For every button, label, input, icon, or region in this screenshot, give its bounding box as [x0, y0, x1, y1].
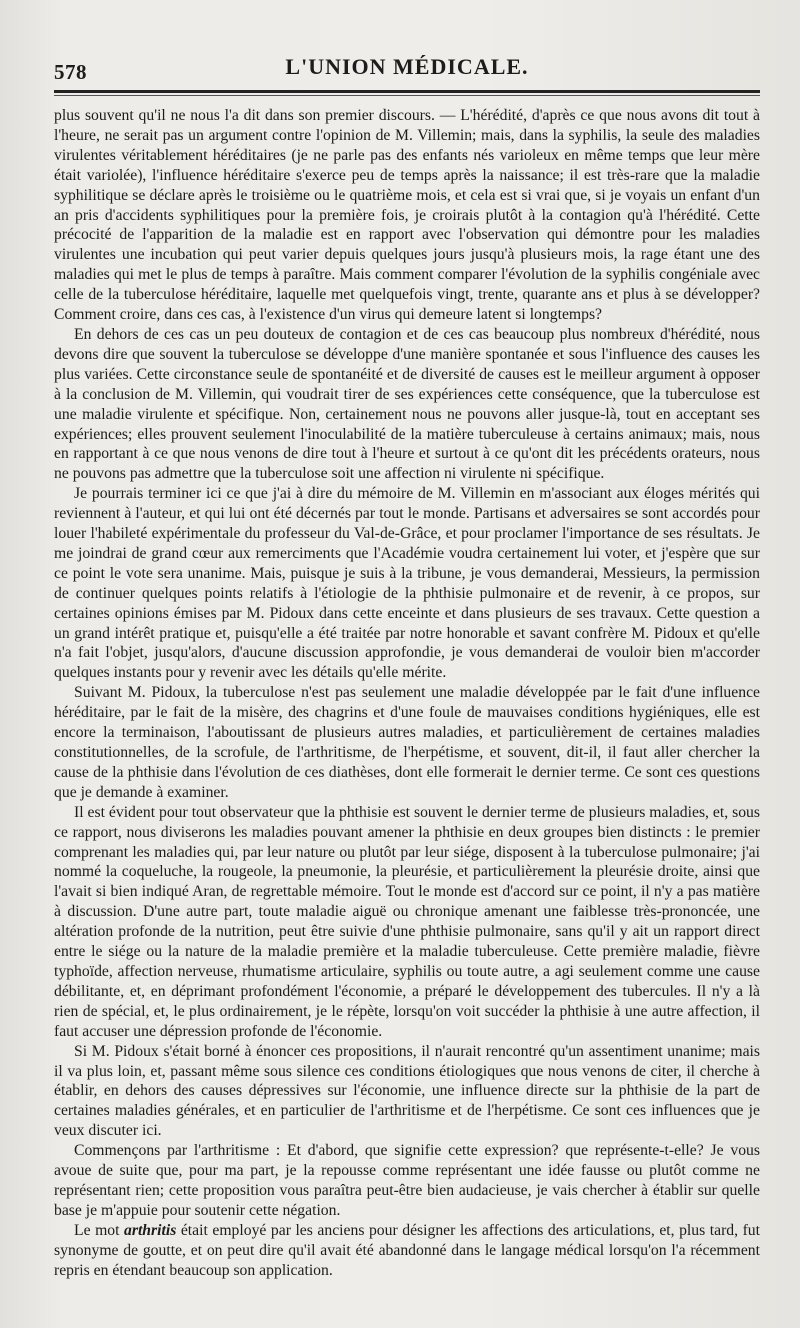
paragraph: En dehors de ces cas un peu douteux de contagion et de ces cas beaucoup plus nombreux d'hérédité, nous devons dire que souvent la tuberculose se développe d'une manière spontanée et sous l'influence des causes les plus variées. Cette circonstance seule de spontanéité et de diversité de causes est le meilleur argument à opposer à la conclusion de M. Villemin, qui voudrait tirer de ses expériences cette conséquence, que la tuberculose est une maladie virulente et spécifique. Non, certainement nous ne pouvons aller jusque-là, tout en acceptant ses expériences; elles prouvent seulement l'inoculabilité de la matière tuberculeuse à certains animaux; mais, nous en rapportant à ce que nous venons de dire tout à l'heure et surtout à ce qu'ont dit les précédents orateurs, nous ne pouvons pas admettre que la tuberculose soit une affection ni virulente ni spécifique.	[54, 325, 760, 483]
page-number: 578	[54, 60, 87, 84]
header-rule	[54, 90, 760, 96]
page-header	[54, 48, 760, 82]
paragraph: Commençons par l'arthritisme : Et d'abord, que signifie cette expression? que représente-t-elle? Je vous avoue de suite que, pour ma part, je la repousse comme représentant une idée fausse ou plutôt comme ne représentant rien; cette proposition vous paraîtra peut-être bien audacieuse, je vais chercher à établir sur quelle base je m'appuie pour soutenir cette négation.	[54, 1142, 760, 1219]
running-title: L'UNION MÉDICALE.	[285, 54, 529, 79]
paragraph: Suivant M. Pidoux, la tuberculose n'est pas seulement une maladie développée par le fait d'une influence héréditaire, par le fait de la misère, des chagrins et d'une foule de mauvaises conditions hygiéniques, elle est encore la terminaison, l'aboutissant de plusieurs autres maladies, et particulièrement de certaines maladies constitutionnelles, de la scrofule, de l'arthritisme, de l'herpétisme, et souvent, dit-il, il faut aller chercher la cause de la phthisie dans l'évolution de ces diathèses, dont elle formerait le dernier terme. Ce sont ces questions que je demande à examiner.	[54, 684, 760, 801]
paragraph-last	[54, 1221, 760, 1281]
paragraph: Il est évident pour tout observateur que la phthisie est souvent le dernier terme de plusieurs maladies, et, sous ce rapport, nous diviserons les maladies pouvant amener la phthisie en deux groupes bien distincts : le premier comprenant les maladies qui, par leur nature ou plutôt par leur siége, disposent à la tuberculose pulmonaire; j'ai nommé la coqueluche, la rougeole, la pneumonie, la pleurésie, et particulièrement la pleurésie droite, ainsi que l'avait si bien indiqué Aran, de regrettable mémoire. Tout le monde est d'accord sur ce point, il n'y a pas matière à discussion. D'une autre part, toute maladie aiguë ou chronique amenant une faiblesse très-prononcée, une altération profonde de la nutrition, peut être suivie d'une phthisie pulmonaire, sans qu'il y ait un rapport direct entre le siége ou la nature de la maladie première et la maladie tuberculeuse. Cette première maladie, fièvre typhoïde, affection nerveuse, rhumatisme articulaire, syphilis ou toute autre, a agi seulement comme une cause débilitante, et, en déprimant profondément l'économie, a préparé le développement des tubercules. Il n'y a là rien de spécial, et, le plus ordinairement, je le répète, lorsqu'on voit succéder la phthisie à une autre affection, il faut accuser une dépression profonde de l'économie.	[54, 803, 760, 1040]
paragraph: Je pourrais terminer ici ce que j'ai à dire du mémoire de M. Villemin en m'associant aux éloges mérités qui reviennent à l'auteur, et qui lui ont été décernés par tout le monde. Partisans et adversaires se sont accordés pour louer l'habileté expérimentale du professeur du Val-de-Grâce, et pour proclamer l'importance de ses résultats. Je me joindrai de grand cœur aux remerciments que l'Académie voudra certainement lui voter, et j'espère que sur ce point le vote sera unanime. Mais, puisque je suis à la tribune, je vous demanderai, Messieurs, la permission de continuer quelques points relatifs à l'étiologie de la phthisie pulmonaire et de revenir, à ce propos, sur certaines opinions émises par M. Pidoux dans cette enceinte et dans plusieurs de ses travaux. Cette question a un grand intérêt pratique et, puisqu'elle a été traitée par notre honorable et savant confrère M. Pidoux et qu'elle n'a fait l'objet, jusqu'alors, d'aucune discussion approfondie, je vous demanderai de vouloir bien m'accorder quelques instants pour y revenir avec les détails qu'elle mérite.	[54, 485, 760, 682]
paragraph: Si M. Pidoux s'était borné à énoncer ces propositions, il n'aurait rencontré qu'un assentiment unanime; mais il va plus loin, et, passant même sous silence ces conditions étiologiques que nous venons de citer, il cherche à établir, en dehors des causes dépressives sur l'économie, une influence directe sur la phthisie de la part de certaines maladies générales, et en particulier de l'arthritisme et de l'herpétisme. Ce sont ces influences que je veux discuter ici.	[54, 1042, 760, 1140]
text-run: Le mot	[74, 1221, 124, 1239]
italic-term: arthritis	[124, 1221, 177, 1239]
paragraph: plus souvent qu'il ne nous l'a dit dans son premier discours. — L'hérédité, d'après ce que nous avons dit tout à l'heure, ne serait pas un argument contre l'opinion de M. Villemin; mais, dans la syphilis, la seule des maladies virulentes véritablement héréditaires (je ne parle pas des enfants nés varioleux en même temps que leur mère était variolée), l'influence héréditaire s'exerce peu de temps après la naissance; il est très-rare que la maladie syphilitique se déclare après le troisième ou le quatrième mois, et cela est si vrai que, si je voyais un enfant d'un an pris d'accidents syphilitiques pour la première fois, je croirais plutôt à la contagion qu'à l'hérédité. Cette précocité de l'apparition de la maladie est en rapport avec l'observation qui démontre pour les maladies virulentes une incubation qui peut varier depuis quelques jours jusqu'à plusieurs mois, la rage étant une des maladies qui met le plus de temps à paraître. Mais comment comparer l'évolution de la syphilis congéniale avec celle de la tuberculose héréditaire, laquelle met quelquefois vingt, trente, quarante ans et plus à se développer? Comment croire, dans ces cas, à l'existence d'un virus qui demeure latent si longtemps?	[54, 107, 760, 324]
article-body	[54, 106, 760, 1280]
text-run: était employé par les anciens pour désigner les affections des articulations, et, plus tard, fut synonyme de goutte, et on peut dire qu'il avait été abandonné dans le langage médical lorsqu'on l'a récemment repris en étendant beaucoup son application.	[54, 1221, 761, 1279]
